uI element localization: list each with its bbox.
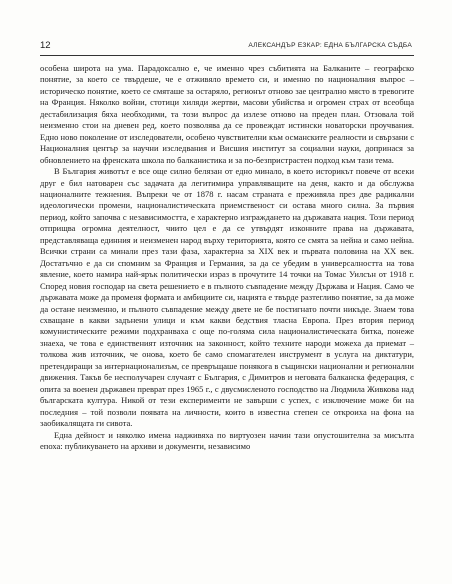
paragraph-1: особена широта на ума. Парадоксално е, че именно чрез събитията на Балканите – географско понятие, за което се твърдеше, че е отживяло времето си, и именно по националния въпрос – историческо понятие, което се смяташе за остаряло, регионът отново зае централно място в тревогите на Франция. Няколко войни, стотици хиляди жертви, масови убийства и огромен страх от всеобща дестабилизация бяха необходими, та този въпрос да излезе отново на преден план. Отзовала той неизменно стои на дневен ред, което позволява да се провеждат истински новаторски проучвания. Едно ново поколение от изследователи, особено чувствителни към османските реалности и свързани с Националния център за научни изследвания и Висшия институт за социални науки, допринася за обновлението на френската школа по балканистика и за по-безпристрастен подход към тази тема. bbox=[40, 63, 414, 165]
paragraph-3: Една дейност и няколко имена надживяха по виртуозен начин тази опустошителна за мисълта епоха: публикуването на архиви и документи, независимо bbox=[40, 429, 414, 451]
body-text bbox=[40, 63, 414, 452]
page-header bbox=[40, 40, 412, 54]
running-head: АЛЕКСАНДЪР ЕЗКАР: ЕДНА БЪЛГАРСКА СЪДБА bbox=[248, 42, 412, 49]
page-number: 12 bbox=[40, 40, 51, 51]
header-rule bbox=[40, 55, 414, 56]
paragraph-2: В България животът е все още силно белязан от едно минало, в което историкът повече от всеки друг е бил натоварен със задачата да легитимира управляващите на деня, както и да обслужва националните тежнения. Въпреки че от 1878 г. насам страната е преживяла през две радикални идеологически промени, националистическата приемственост си остава много силна. За първия период, който започва с независимостта, е характерно изграждането на държавата нация. Този период отприщва огромна деятелност, чиито цел е да се утвърдят изконните права на държавата, представляваща единния и неизменен народ върху територията, която се смята за нейна и само нейна. Всички страни са минали през тази фаза, характерна за XIX век и първата половина на XX век. Достатъчно е да си спомним за Франция и Германия, за да се убедим в универсалността на това явление, което намира най-ярък политически израз в прочутите 14 точки на Томас Уилсън от 1918 г. Според новия господар на света решението е в пълното съвпадение между Държава и Нация. Само че държавата може да променя формата и амбициите си, нацията е твърде разтегливо понятие, за да може да остане неизменно, и пълното съвпадение между двете не бе постигнато почти никъде. Знаем това схващане в какви задънени улици и към какви бедствия тласна Европа. През втория период комунистическите режими подхранваха с още по-голяма сила националистическата битка, понеже знаеха, че това е единственият източник на законност, който техните народи можеха да приемат – толкова жив източник, че онова, което бе само спомагателен инструмент в услуга на диктатури, претендиращи за интернационализъм, се превръщаше понякога в същински национални и регионални движения. Такъв бе несполучарен случаят с България, с Димитров и неговата балканска федерация, с опита за военен държавен преврат през 1965 г., с двусмисленото господство на Людмила Живкова над българската култура. Никой от тези експерименти не завърши с успех, с изключение може би на последния – той позволи появата на личности, които в известна степен се откроиха на фона на заобикалящата ги сивота. bbox=[40, 166, 414, 429]
